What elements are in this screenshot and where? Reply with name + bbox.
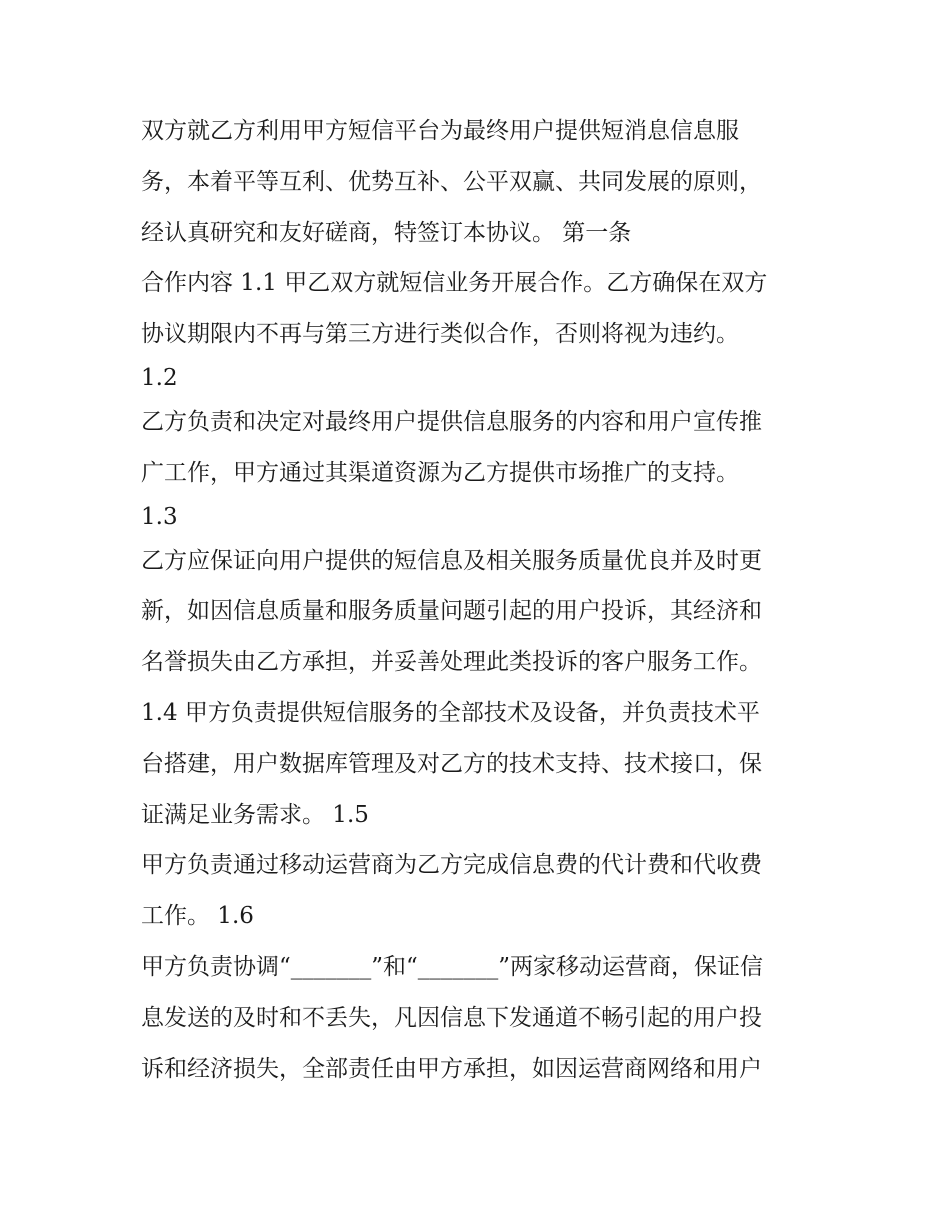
clause-number: 1.3 bbox=[141, 503, 178, 530]
text-line: 双方就乙方利用甲方短信平台为最终用户提供短消息信息服 bbox=[141, 118, 739, 144]
text-line: 新，如因信息质量和服务质量问题引起的用户投诉，其经济和 bbox=[141, 598, 762, 625]
text-line: 乙方负责和决定对最终用户提供信息服务的内容和用户宣传推 bbox=[141, 408, 762, 435]
text-line: 名誉损失由乙方承担，并妥善处理此类投诉的客户服务工作。 bbox=[141, 649, 762, 676]
text-line: 合作内容 1.1 甲乙双方就短信业务开展合作。乙方确保在双方 bbox=[141, 270, 768, 297]
text-line: 协议期限内不再与第三方进行类似合作，否则将视为违约。 bbox=[141, 321, 739, 348]
text-line: 诉和经济损失，全部责任由甲方承担，如因运营商网络和用户 bbox=[141, 1055, 762, 1082]
text-line: 证满足业务需求。 1.5 bbox=[141, 801, 369, 828]
text-line: 乙方应保证向用户提供的短信息及相关服务质量优良并及时更 bbox=[141, 547, 762, 574]
text-line: 务，本着平等互利、优势互补、公平双赢、共同发展的原则， bbox=[141, 168, 762, 195]
text-line: 1.4 甲方负责提供短信服务的全部技术及设备，并负责技术平 bbox=[141, 699, 760, 726]
text-line: 甲方负责协调“_______”和“_______”两家移动运营商，保证信 bbox=[141, 953, 764, 980]
text-line: 息发送的及时和不丢失，凡因信息下发通道不畅引起的用户投 bbox=[141, 1004, 762, 1031]
text-line: 广工作，甲方通过其渠道资源为乙方提供市场推广的支持。 bbox=[141, 459, 739, 486]
clause-number: 1.2 bbox=[141, 364, 178, 391]
text-line: 工作。 1.6 bbox=[141, 903, 254, 930]
text-line: 经认真研究和友好磋商，特签订本协议。 第一条 bbox=[141, 219, 632, 246]
text-line: 台搭建，用户数据库管理及对乙方的技术支持、技术接口，保 bbox=[141, 750, 762, 777]
text-line: 甲方负责通过移动运营商为乙方完成信息费的代计费和代收费 bbox=[141, 852, 762, 879]
agreement-body bbox=[141, 106, 831, 1094]
